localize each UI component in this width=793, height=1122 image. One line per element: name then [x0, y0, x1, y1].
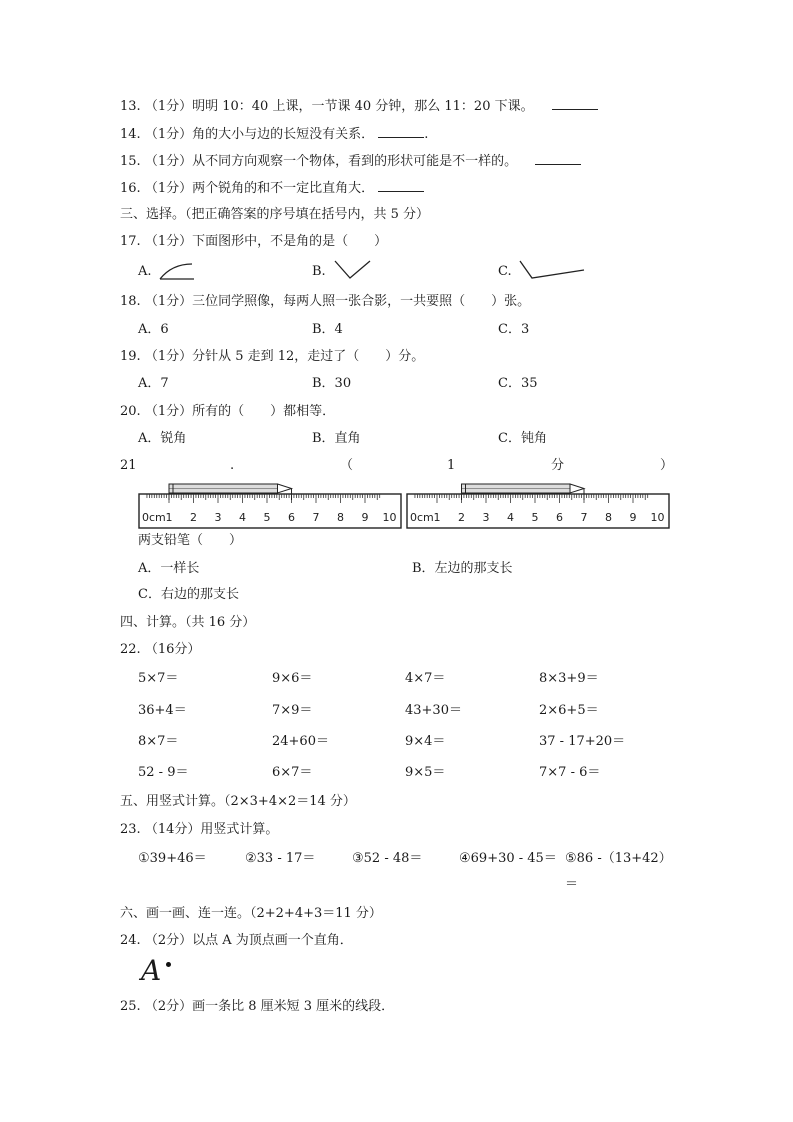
question-15: 15. （1分）从不同方向观察一个物体，看到的形状可能是不一样的。 — [120, 152, 581, 170]
pencil-left — [169, 484, 292, 493]
question-19: 19. （1分）分针从 5 走到 12，走过了（ ）分。 — [120, 349, 425, 364]
ruler-tick-label: 9 — [361, 511, 369, 524]
question-23: 23. （14分）用竖式计算。 — [120, 822, 279, 837]
ruler-left — [138, 482, 402, 530]
calc-item: 6×7＝ — [272, 765, 313, 780]
question-20: 20. （1分）所有的（ ）都相等． — [120, 404, 336, 419]
option-b[interactable]: B．4 — [312, 322, 343, 337]
answer-blank[interactable] — [552, 97, 598, 110]
v-angle-figure — [332, 258, 374, 282]
question-21-number: 21 — [120, 458, 137, 473]
ruler-tick-label: 8 — [605, 511, 612, 524]
answer-blank[interactable] — [378, 125, 424, 138]
ruler-tick-label: 9 — [629, 511, 637, 524]
vertical-calc-item: ③52 - 48＝ — [352, 851, 423, 866]
calc-item: 9×4＝ — [405, 734, 446, 749]
calc-item: 43+30＝ — [405, 703, 462, 718]
calc-item: 7×9＝ — [272, 703, 313, 718]
point-a-dot[interactable] — [166, 962, 171, 967]
vertical-calc-item: ④69+30 - 45＝ — [459, 851, 557, 866]
calc-item: 24+60＝ — [272, 734, 329, 749]
ruler-tick-label: 5 — [263, 511, 271, 524]
question-16: 16. （1分）两个锐角的和不一定比直角大． — [120, 179, 424, 197]
question-17: 17. （1分）下面图形中，不是角的是（ ） — [120, 234, 388, 249]
ruler-tick-label: 2 — [190, 511, 197, 524]
option-a[interactable]: A. — [138, 264, 152, 279]
option-c[interactable]: C. — [498, 264, 512, 279]
answer-blank[interactable] — [378, 179, 424, 192]
calc-item: 52 - 9＝ — [138, 765, 189, 780]
question-13: 13. （1分）明明 10：40 上课，一节课 40 分钟，那么 11：20 下课。 — [120, 97, 598, 115]
curve-angle-figure — [158, 260, 198, 282]
ruler-tick-label: 5 — [531, 511, 539, 524]
calc-item: 4×7＝ — [405, 671, 446, 686]
point-a-label: A — [141, 954, 162, 987]
calc-item: 9×6＝ — [272, 671, 313, 686]
section-3-heading: 三、选择。（把正确答案的序号填在括号内，共 5 分） — [120, 207, 430, 222]
ruler-right — [406, 482, 670, 530]
pencil-right — [462, 484, 585, 493]
question-22: 22. （16分） — [120, 642, 201, 657]
ruler-tick-label: 6 — [556, 511, 563, 524]
calc-item: 8×7＝ — [138, 734, 179, 749]
question-25: 25. （2分）画一条比 8 厘米短 3 厘米的线段． — [120, 999, 395, 1014]
ruler-tick-label: 2 — [458, 511, 465, 524]
option-c[interactable]: C．钝角 — [498, 431, 547, 446]
answer-blank[interactable] — [535, 152, 581, 165]
section-5-heading: 五、用竖式计算。（2×3+4×2＝14 分） — [120, 794, 356, 809]
pencil-tip — [570, 484, 584, 493]
option-a[interactable]: A．7 — [138, 376, 169, 391]
option-c[interactable]: C．右边的那支长 — [138, 587, 239, 602]
option-b[interactable]: B．左边的那支长 — [412, 561, 513, 576]
calc-item: 5×7＝ — [138, 671, 179, 686]
question-21-dot: . — [230, 458, 235, 473]
question-14: 14. （1分）角的大小与边的长短没有关系． . — [120, 127, 429, 142]
vertical-calc-item: ②33 - 17＝ — [245, 851, 316, 866]
question-24: 24. （2分）以点 A 为顶点画一个直角． — [120, 933, 353, 948]
ruler-tick-label: 8 — [337, 511, 344, 524]
option-b[interactable]: B. — [312, 264, 326, 279]
question-21-rparen: ） — [660, 458, 674, 473]
question-21-fen: 分 — [551, 458, 565, 473]
obtuse-angle-figure — [516, 258, 588, 284]
calc-item: 36+4＝ — [138, 703, 187, 718]
question-18: 18. （1分）三位同学照像，每两人照一张合影，一共要照（ ）张。 — [120, 294, 531, 309]
pencil-tip — [278, 484, 292, 493]
equals-sign: ＝ — [565, 877, 579, 892]
section-4-heading: 四、计算。（共 16 分） — [120, 615, 256, 630]
option-a[interactable]: A．锐角 — [138, 431, 187, 446]
ruler-tick-label: 7 — [312, 511, 320, 524]
ruler-tick-label: 3 — [214, 511, 222, 524]
question-21-text: 两支铅笔（ ） — [138, 533, 243, 548]
question-21-score: 1 — [447, 458, 456, 473]
option-b[interactable]: B．30 — [312, 376, 352, 391]
option-c[interactable]: C．3 — [498, 322, 530, 337]
calc-item: 9×5＝ — [405, 765, 446, 780]
ruler-tick-label: 4 — [507, 511, 514, 524]
calc-item: 8×3+9＝ — [539, 671, 599, 686]
ruler-tick-label: 10 — [382, 511, 397, 524]
ruler-tick-label: 7 — [580, 511, 588, 524]
ruler-tick-label: 3 — [482, 511, 490, 524]
ruler-tick-label: 1 — [433, 511, 441, 524]
ruler-unit-label: 0cm — [410, 511, 434, 524]
ruler-unit-label: 0cm — [142, 511, 166, 524]
ruler-tick-label: 4 — [239, 511, 246, 524]
ruler-tick-label: 1 — [165, 511, 173, 524]
option-a[interactable]: A．一样长 — [138, 561, 200, 576]
vertical-calc-item: ⑤86 -（13+42） — [565, 851, 672, 866]
calc-item: 37 - 17+20＝ — [539, 734, 626, 749]
calc-item: 2×6+5＝ — [539, 703, 599, 718]
option-c[interactable]: C．35 — [498, 376, 538, 391]
vertical-calc-item: ①39+46＝ — [138, 851, 207, 866]
ruler-tick-label: 6 — [288, 511, 295, 524]
question-21-lparen: （ — [340, 458, 354, 473]
option-b[interactable]: B．直角 — [312, 431, 361, 446]
calc-item: 7×7 - 6＝ — [539, 765, 601, 780]
option-a[interactable]: A．6 — [138, 322, 169, 337]
section-6-heading: 六、画一画、连一连。（2+2+4+3＝11 分） — [120, 906, 382, 921]
ruler-tick-label: 10 — [650, 511, 665, 524]
